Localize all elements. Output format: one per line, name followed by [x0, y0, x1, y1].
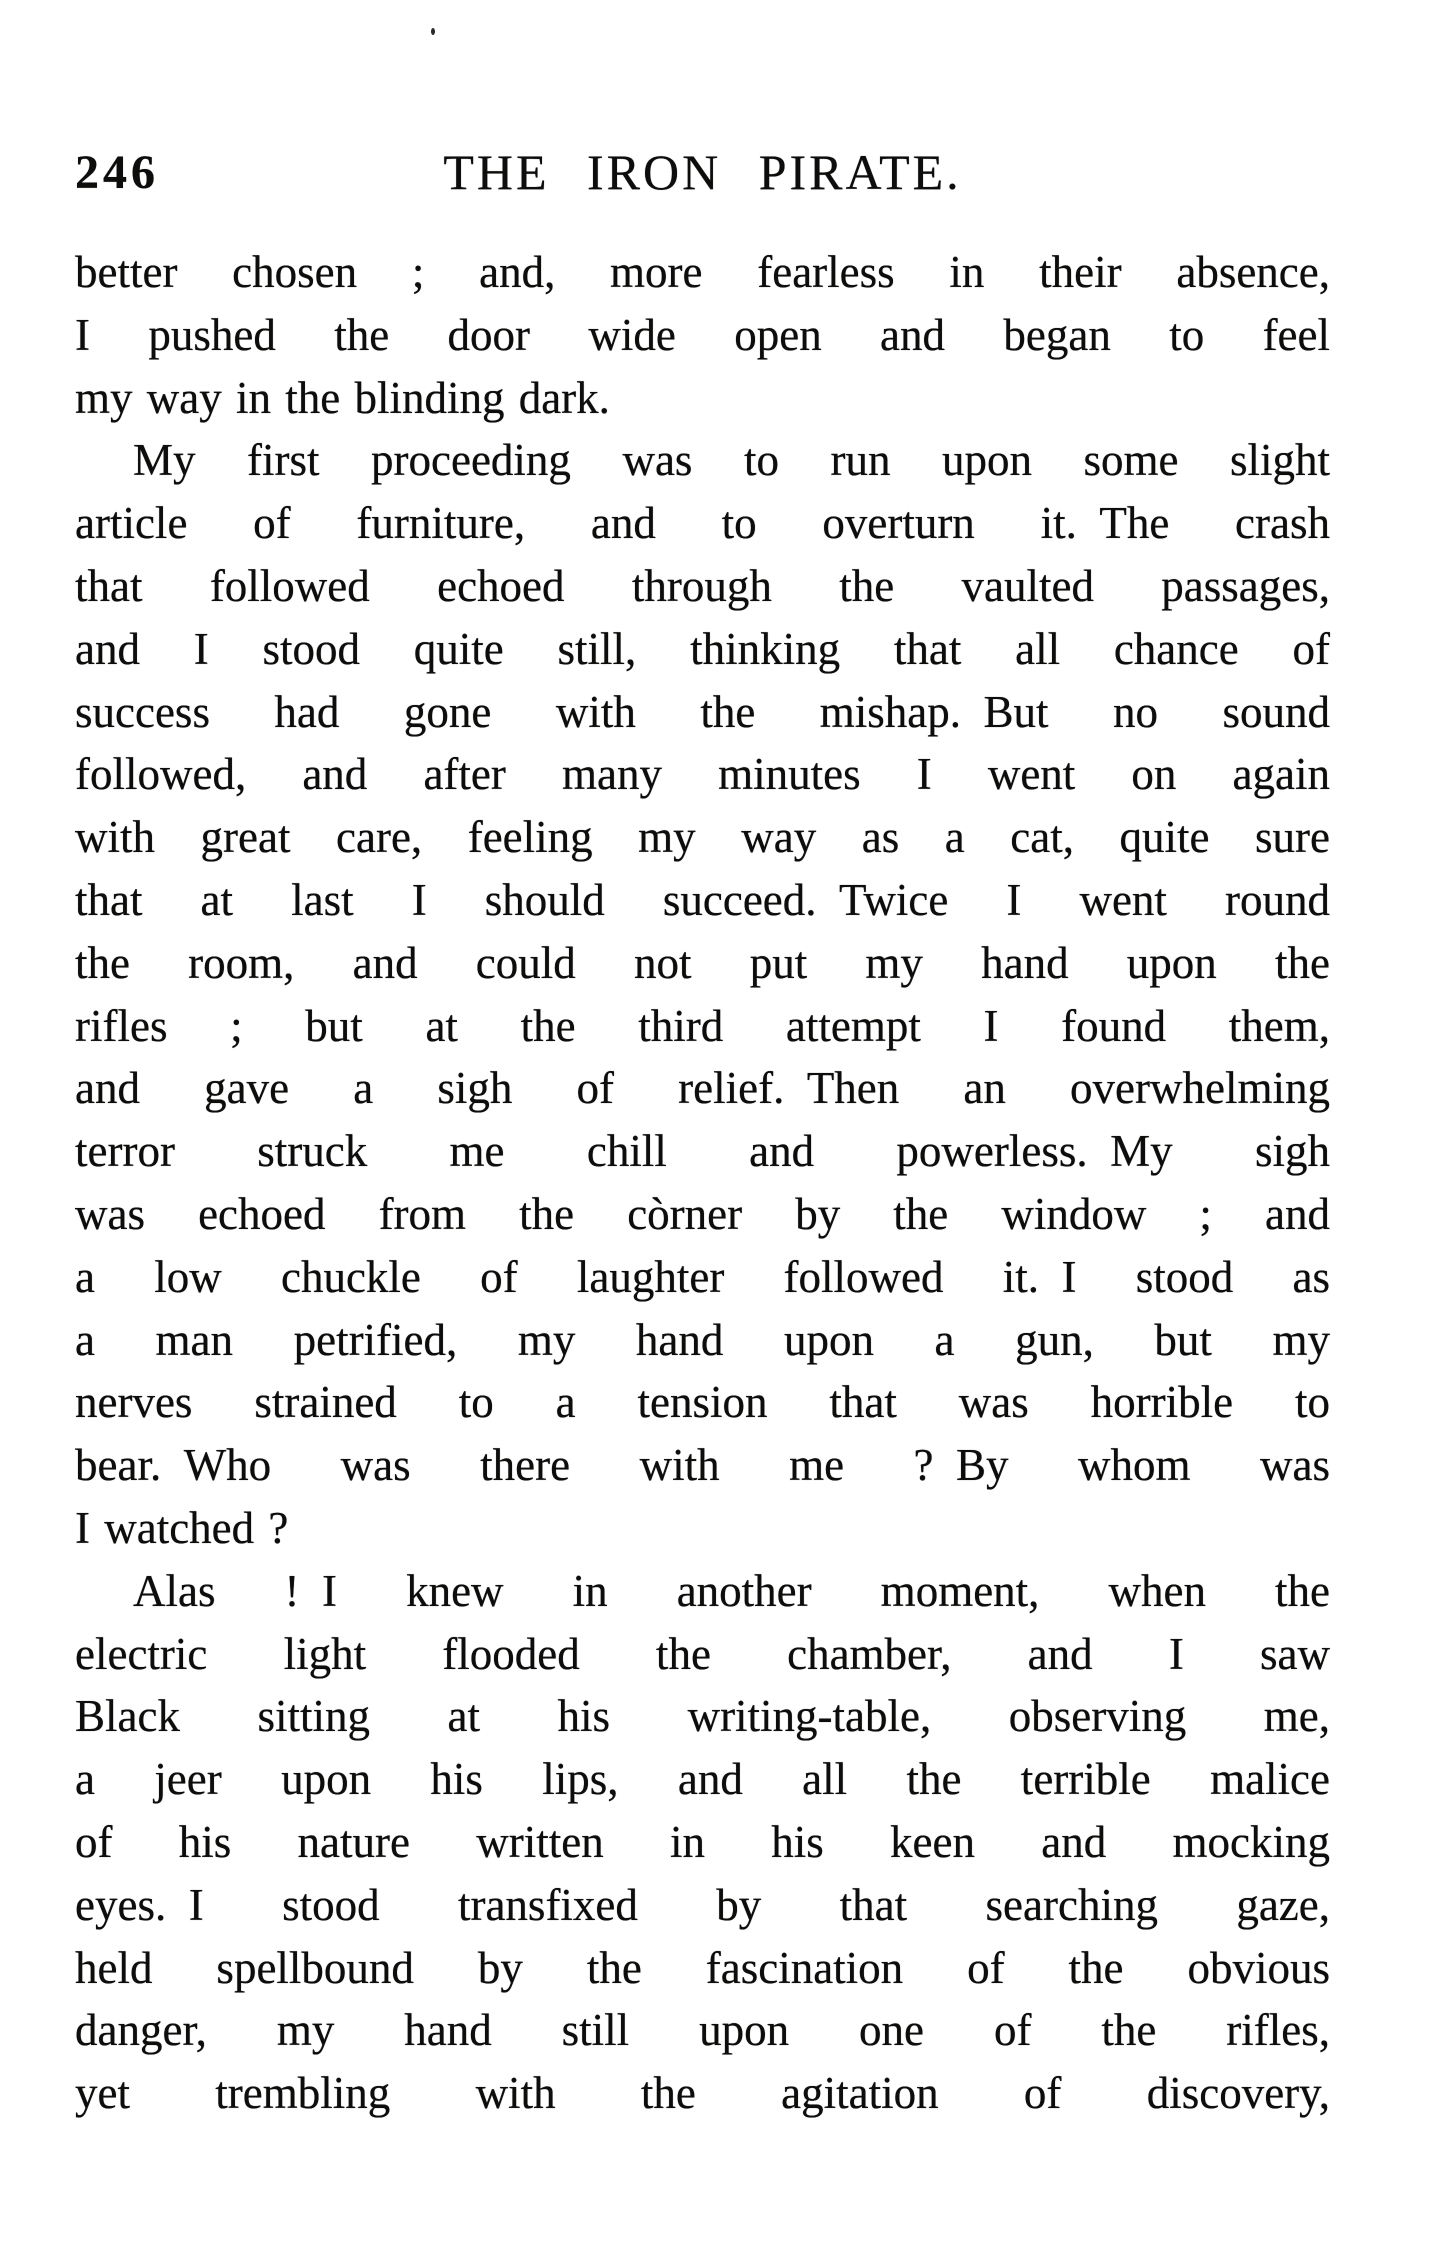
text-line: nerves strained to a tension that was horrible to [75, 1377, 1330, 1428]
text-line: electric light flooded the chamber, and I saw [75, 1628, 1330, 1679]
text-line: was echoed from the còrner by the window ; and [75, 1188, 1330, 1239]
text-line: I watched ? [75, 1502, 289, 1553]
text-line: and I stood quite still, thinking that all chance of [75, 623, 1330, 674]
text-line: of his nature written in his keen and mocking [75, 1816, 1330, 1867]
body-text [75, 241, 1330, 2125]
text-line: I pushed the door wide open and began to feel [75, 309, 1330, 360]
text-line: eyes. I stood transfixed by that searching gaze, [75, 1879, 1330, 1930]
text-line: Black sitting at his writing-table, observing me, [75, 1691, 1330, 1742]
text-line: a low chuckle of laughter followed it. I stood as [75, 1251, 1330, 1302]
scan-speck [431, 28, 435, 35]
text-line: that at last I should succeed. Twice I went round [75, 874, 1330, 925]
text-line: article of furniture, and to overturn it. The crash [75, 498, 1330, 549]
text-line: rifles ; but at the third attempt I found them, [75, 1000, 1330, 1051]
text-line: better chosen ; and, more fearless in their absence, [75, 247, 1330, 297]
text-line: My first proceeding was to run upon some slight [133, 435, 1330, 486]
text-line: Alas ! I knew in another moment, when the [133, 1565, 1330, 1616]
page-header [75, 143, 1330, 203]
text-line: followed, and after many minutes I went on again [75, 749, 1330, 800]
text-line: my way in the blinding dark. [75, 372, 610, 423]
text-line: a jeer upon his lips, and all the terrible malice [75, 1754, 1330, 1805]
text-line: danger, my hand still upon one of the rifles, [75, 2005, 1330, 2056]
text-line: yet trembling with the agitation of discovery, [75, 2068, 1330, 2119]
text-line: that followed echoed through the vaulted passages, [75, 560, 1330, 611]
text-line: success had gone with the mishap. But no sound [75, 686, 1330, 737]
page-number: 246 [75, 146, 159, 199]
text-line: the room, and could not put my hand upon the [75, 937, 1330, 988]
text-line: terror struck me chill and powerless. My sigh [75, 1126, 1330, 1177]
text-line: with great care, feeling my way as a cat, quite sure [75, 812, 1330, 863]
running-title: THE IRON PIRATE. [443, 144, 962, 200]
text-line: held spellbound by the fascination of the obvious [75, 1942, 1330, 1993]
text-line: a man petrified, my hand upon a gun, but my [75, 1314, 1330, 1365]
text-line: and gave a sigh of relief. Then an overwhelming [75, 1063, 1330, 1114]
text-line: bear. Who was there with me ? By whom was [75, 1440, 1330, 1491]
